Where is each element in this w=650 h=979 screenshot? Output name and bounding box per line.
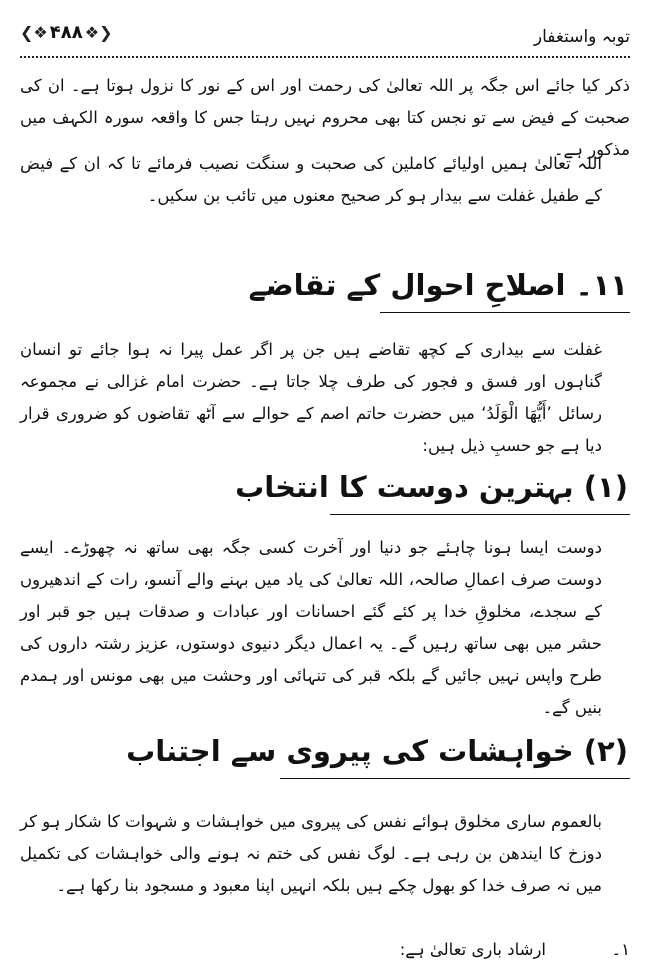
- intro-paragraph-2: اللہ تعالیٰ ہمیں اولیائے کاملین کی صحبت و سنگت نصیب فرمائے تا کہ ان کے فیض کے طفیل غفلت سے بیدار ہو کر صحیح معنوں میں تائب بن سکیں۔: [20, 154, 602, 205]
- list-item-number: ۱۔: [611, 940, 630, 959]
- list-item-text: ارشاد باری تعالیٰ ہے:: [399, 940, 546, 959]
- page-number: ۴۸۸: [49, 22, 83, 43]
- left-ornament-icon: ❮❖: [20, 23, 48, 42]
- section-heading-11: ۱۱۔ اصلاحِ احوال کے تقاضے: [20, 268, 630, 318]
- subsection-2-paragraph: بالعموم ساری مخلوق ہوائے نفس کی پیروی میں خواہشات و شہوات کا شکار ہو کر دوزخ کا ایندھن بن رہی ہے۔ لوگ نفس کی ختم نہ ہونے والی خواہشات کی تکمیل میں نہ صرف خدا کو بھول چکے ہیں بلکہ انہیں اپنا معبود و مسجود بنا رکھا ہے۔: [20, 812, 602, 895]
- page-number-block: [20, 22, 112, 43]
- heading-underline: [330, 514, 630, 515]
- heading-underline: [380, 312, 630, 313]
- page-header: [20, 16, 630, 56]
- heading-underline: [280, 778, 630, 779]
- header-dotted-divider: [20, 56, 630, 58]
- subsection-heading-1: (۱) بہترین دوست کا انتخاب: [20, 470, 630, 520]
- intro-paragraph-1: ذکر کیا جائے اس جگہ پر اللہ تعالیٰ کی رحمت اور اس کے نور کا نزول ہوتا ہے۔ ان کی صحبت کے فیض سے تو نجس کتا بھی محروم نہیں رہتا جس کا واقعہ سورہ الکہف میں مذکور ہے۔: [20, 76, 630, 159]
- section-11-paragraph: غفلت سے بیداری کے کچھ تقاضے ہیں جن پر اگر عمل پیرا نہ ہوا جائے تو انسان گناہوں اور فسق و فجور کی طرف چلا جاتا ہے۔ حضرت امام غزالی نے مجموعہ رسائل ’أَیُّھَا الْوَلَدُ‘ میں حضرت حاتم اصم کے حوالے سے آٹھ تقاضوں کو ضروری قرار دیا ہے جو حسبِ ذیل ہیں:: [20, 340, 602, 455]
- right-ornament-icon: ❖❯: [84, 23, 113, 42]
- running-title: توبہ واستغفار: [533, 27, 630, 47]
- subsection-heading-2: (۲) خواہشات کی پیروی سے اجتناب: [20, 734, 630, 784]
- subsection-1-paragraph: دوست ایسا ہونا چاہئے جو دنیا اور آخرت کسی جگہ بھی ساتھ نہ چھوڑے۔ ایسے دوست صرف اعمالِ صالحہ، اللہ تعالیٰ کی یاد میں بہنے والے آنسو، رات کے اندھیروں کے سجدے، مخلوقِ خدا پر کئے گئے احسانات اور عبادات و صدقات ہیں جو قبر اور حشر میں بھی ساتھ رہیں گے۔ یہ اعمال دیگر دنیوی دوستوں، عزیز رشتہ داروں کی طرح واپس نہیں جائیں گے بلکہ قبر کی تنہائی اور وحشت میں بھی مونس اور ہمدم بنیں گے۔: [20, 538, 602, 717]
